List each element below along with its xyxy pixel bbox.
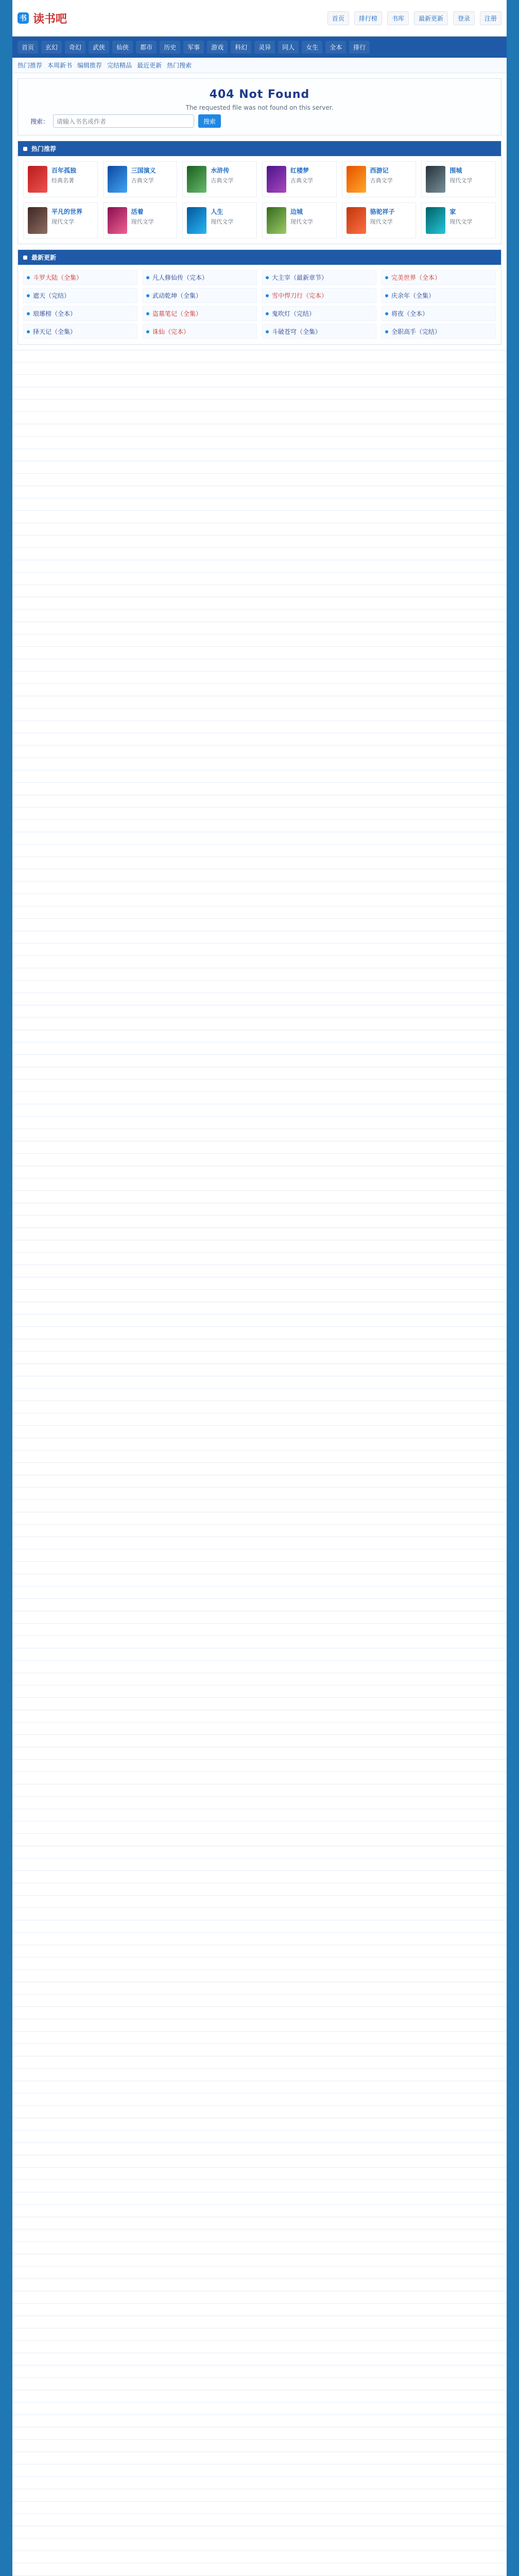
- top-link[interactable]: 首页: [327, 11, 349, 25]
- book-title: 围城: [449, 167, 462, 174]
- book-link[interactable]: [262, 306, 376, 321]
- book-card[interactable]: [23, 161, 98, 197]
- book-link[interactable]: [382, 306, 496, 321]
- book-link[interactable]: [382, 324, 496, 339]
- book-link[interactable]: [23, 324, 137, 339]
- book-link-text: 凡人修仙传（完本）: [152, 274, 209, 281]
- book-cover: [108, 166, 127, 193]
- nav-item[interactable]: 首页: [18, 41, 38, 54]
- book-link-text: 庆余年（全集）: [391, 292, 435, 299]
- nav-item[interactable]: 同人: [278, 41, 299, 54]
- book-card[interactable]: [421, 161, 496, 197]
- book-title: 红楼梦: [290, 167, 309, 174]
- bullet-icon: [266, 330, 269, 333]
- book-card[interactable]: [342, 161, 417, 197]
- error-panel: [18, 78, 501, 135]
- book-title: 水浒传: [211, 167, 230, 174]
- book-title: 活着: [131, 208, 144, 215]
- book-link-list: [18, 265, 501, 344]
- bullet-icon: [146, 276, 149, 279]
- nav-item[interactable]: 科幻: [231, 41, 251, 54]
- bullet-icon: [27, 276, 30, 279]
- bullet-icon: [266, 294, 269, 297]
- nav-item[interactable]: 奇幻: [65, 41, 85, 54]
- book-link-text: 盗墓笔记（全集）: [152, 310, 202, 317]
- book-link-text: 遮天（完结）: [33, 292, 71, 299]
- book-subtitle: 经典名著: [51, 177, 74, 184]
- subnav-item[interactable]: 本周新书: [47, 62, 73, 69]
- top-link[interactable]: 排行榜: [354, 11, 382, 25]
- top-link[interactable]: 注册: [480, 11, 501, 25]
- book-cover: [28, 207, 47, 234]
- nav-item[interactable]: 武侠: [89, 41, 109, 54]
- logo-text: 读书吧: [33, 12, 67, 26]
- book-cover: [187, 207, 206, 234]
- section-header: [18, 250, 501, 265]
- book-cover: [187, 166, 206, 193]
- nav-item[interactable]: 排行: [349, 41, 370, 54]
- subnav-item[interactable]: 热门搜索: [167, 62, 192, 69]
- book-link-text: 择天记（全集）: [33, 328, 77, 335]
- bullet-icon: [266, 312, 269, 315]
- main-nav: [12, 37, 507, 58]
- book-link-text: 琅琊榜（全本）: [33, 310, 77, 317]
- book-link[interactable]: [23, 288, 137, 303]
- section-title: 热门推荐: [31, 145, 57, 152]
- book-link[interactable]: [143, 270, 257, 285]
- book-subtitle: 古典文学: [131, 177, 154, 184]
- book-link[interactable]: [143, 306, 257, 321]
- book-cover: [267, 207, 286, 234]
- book-link[interactable]: [23, 270, 137, 285]
- book-link[interactable]: [262, 324, 376, 339]
- book-card[interactable]: [103, 202, 178, 239]
- book-cover: [28, 166, 47, 193]
- book-subtitle: 现代文学: [290, 218, 313, 225]
- bullet-icon: [27, 330, 30, 333]
- book-link[interactable]: [23, 306, 137, 321]
- nav-item[interactable]: 军事: [183, 41, 204, 54]
- book-card[interactable]: [262, 202, 337, 239]
- book-cover: [347, 207, 366, 234]
- book-title: 百年孤独: [51, 167, 77, 174]
- book-cover: [347, 166, 366, 193]
- bullet-icon: [23, 147, 27, 151]
- featured-grid: [18, 156, 501, 244]
- book-cover: [108, 207, 127, 234]
- book-subtitle: 古典文学: [370, 177, 393, 184]
- subnav-item[interactable]: 完结精品: [107, 62, 132, 69]
- book-link[interactable]: [262, 270, 376, 285]
- section-header: [18, 141, 501, 156]
- bullet-icon: [146, 312, 149, 315]
- nav-item[interactable]: 女生: [302, 41, 322, 54]
- bullet-icon: [385, 276, 388, 279]
- bullet-icon: [266, 276, 269, 279]
- top-link[interactable]: 书库: [387, 11, 409, 25]
- book-link-text: 斗罗大陆（全集）: [33, 274, 83, 281]
- top-links: [327, 11, 501, 25]
- book-card[interactable]: [103, 161, 178, 197]
- error-title: 404 Not Found: [209, 88, 310, 101]
- bullet-icon: [27, 312, 30, 315]
- search-input[interactable]: 请输入书名或作者: [53, 114, 194, 128]
- top-link[interactable]: 最新更新: [414, 11, 448, 25]
- book-title: 边城: [290, 208, 303, 215]
- book-link[interactable]: [143, 324, 257, 339]
- search-bar: [25, 111, 494, 128]
- book-subtitle: 现代文学: [449, 218, 473, 225]
- bullet-icon: [146, 330, 149, 333]
- book-link-text: 雪中悍刀行（完本）: [272, 292, 328, 299]
- bullet-icon: [385, 294, 388, 297]
- book-link[interactable]: [382, 288, 496, 303]
- book-link-text: 斗破苍穹（全集）: [272, 328, 322, 335]
- top-link[interactable]: 登录: [453, 11, 475, 25]
- book-link[interactable]: [143, 288, 257, 303]
- bullet-icon: [385, 312, 388, 315]
- search-button[interactable]: 搜索: [198, 114, 221, 128]
- nav-item[interactable]: 仙侠: [112, 41, 133, 54]
- page-wrapper: [12, 0, 507, 2576]
- book-link-text: 诛仙（完本）: [152, 328, 190, 335]
- book-icon: 书: [18, 12, 29, 24]
- book-title: 人生: [211, 208, 223, 215]
- book-subtitle: 现代文学: [211, 218, 234, 225]
- error-message: The requested file was not found on this server.: [185, 104, 334, 111]
- nav-item[interactable]: 都市: [136, 41, 157, 54]
- book-card[interactable]: [23, 202, 98, 239]
- bullet-icon: [23, 256, 27, 260]
- book-title: 家: [449, 208, 456, 215]
- book-link[interactable]: [382, 270, 496, 285]
- book-subtitle: 现代文学: [131, 218, 154, 225]
- subnav-item[interactable]: 编辑推荐: [77, 62, 102, 69]
- section-title: 最新更新: [31, 254, 57, 261]
- book-card[interactable]: [421, 202, 496, 239]
- sub-nav: [12, 58, 507, 73]
- bullet-icon: [27, 294, 30, 297]
- search-label: 搜索：: [30, 117, 49, 125]
- book-subtitle: 古典文学: [290, 177, 313, 184]
- subnav-item[interactable]: 最近更新: [137, 62, 162, 69]
- book-link-text: 武动乾坤（全集）: [152, 292, 202, 299]
- bullet-icon: [146, 294, 149, 297]
- subnav-item[interactable]: 热门推荐: [18, 62, 43, 69]
- featured-section: [18, 141, 501, 244]
- book-cover: [426, 207, 445, 234]
- book-link-text: 鬼吹灯（完结）: [272, 310, 316, 317]
- nav-item[interactable]: 全本: [325, 41, 346, 54]
- latest-updates-section: [18, 249, 501, 345]
- nav-item[interactable]: 灵异: [254, 41, 275, 54]
- book-cover: [267, 166, 286, 193]
- book-link-text: 将夜（全本）: [391, 310, 429, 317]
- book-title: 平凡的世界: [51, 208, 83, 215]
- book-subtitle: 现代文学: [51, 218, 74, 225]
- site-logo[interactable]: [18, 10, 67, 26]
- site-header: [12, 0, 507, 37]
- nav-item[interactable]: 游戏: [207, 41, 228, 54]
- book-cover: [426, 166, 445, 193]
- long-content-area: [12, 350, 507, 2576]
- book-link[interactable]: [262, 288, 376, 303]
- book-card[interactable]: [182, 202, 257, 239]
- book-title: 三国演义: [131, 167, 156, 174]
- book-card[interactable]: [262, 161, 337, 197]
- book-card[interactable]: [342, 202, 417, 239]
- nav-item[interactable]: 历史: [160, 41, 180, 54]
- book-card[interactable]: [182, 161, 257, 197]
- bullet-icon: [385, 330, 388, 333]
- book-subtitle: 现代文学: [449, 177, 473, 184]
- book-title: 西游记: [370, 167, 389, 174]
- book-link-text: 全职高手（完结）: [391, 328, 441, 335]
- nav-item[interactable]: 玄幻: [41, 41, 62, 54]
- book-link-text: 大主宰（最新章节）: [272, 274, 328, 281]
- book-link-text: 完美世界（全本）: [391, 274, 441, 281]
- book-subtitle: 现代文学: [370, 218, 393, 225]
- book-subtitle: 古典文学: [211, 177, 234, 184]
- book-title: 骆驼祥子: [370, 208, 395, 215]
